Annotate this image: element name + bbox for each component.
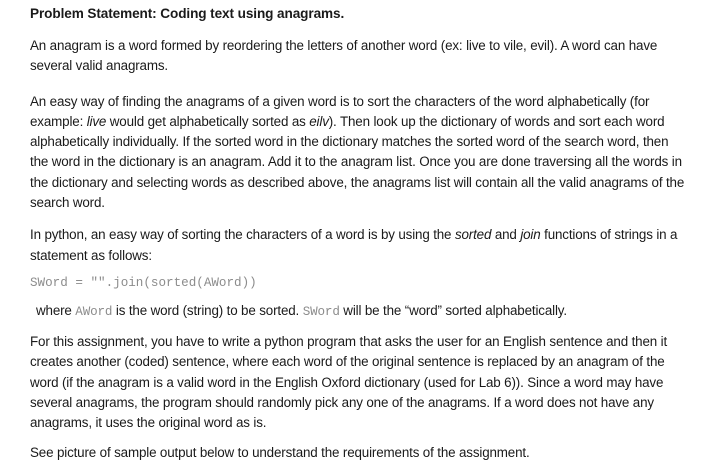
desc-text-2: is the word (string) to be sorted.: [112, 302, 303, 318]
method-text-3: ). Then look up the dictionary of words and sort each word alphabetically individually. If the sorted word in the dictionary matches the sorted word of the search word, then the word in the dictionary is an anagram. Add it to the anagram list. Once you are done traversing all the words in the dictionary and selecting words as described above, the anagrams list will contain all the valid anagrams of the search word.: [30, 113, 685, 211]
method-text-2: would get alphabetically sorted as: [106, 113, 310, 129]
anagram-definition-paragraph: An anagram is a word formed by reordering the letters of another word (ex: live to vile, evil). A word can have several valid anagrams.: [30, 38, 658, 74]
method-text-1: An easy way of finding the anagrams of a given word is to sort the characters of the word alphabetically (for example:: [30, 93, 650, 129]
python-paragraph: [30, 225, 690, 266]
code-description: [36, 301, 690, 322]
assignment-paragraph: For this assignment, you have to write a python program that asks the user for an English sentence and then it creates another (coded) sentence, where each word of the original sentence is replaced by an anagram of the word (if the anagram is a valid word in the English Oxford dictionary (used for Lab 6)). Since a word may have several anagrams, the program should randomly pick any one of the anagrams. If a word does not have any anagrams, it uses the original word as is.: [30, 333, 668, 431]
join-function-name: join: [520, 227, 541, 243]
sample-output-note: See picture of sample output below to understand the requirements of the assignment.: [30, 445, 530, 461]
problem-title: Problem Statement: Coding text using anagrams.: [30, 6, 345, 21]
python-text-1: In python, an easy way of sorting the characters of a word is by using the: [30, 227, 455, 243]
desc-text-3: will be the “word” sorted alphabetically.: [339, 302, 567, 318]
example-word-eilv: eilv: [309, 113, 329, 129]
aword-variable: AWord: [75, 304, 113, 319]
sorted-function-name: sorted: [454, 227, 492, 243]
method-paragraph: [30, 92, 690, 214]
python-text-2: and: [491, 227, 521, 243]
python-text-3: functions of strings in a statement as follows:: [30, 227, 678, 263]
example-word-live: live: [86, 113, 107, 129]
sword-variable: SWord: [302, 304, 340, 319]
code-example: SWord = "".join(sorted(AWord)): [30, 275, 257, 290]
desc-text-1: where: [36, 302, 76, 318]
document-page: [30, 4, 690, 473]
